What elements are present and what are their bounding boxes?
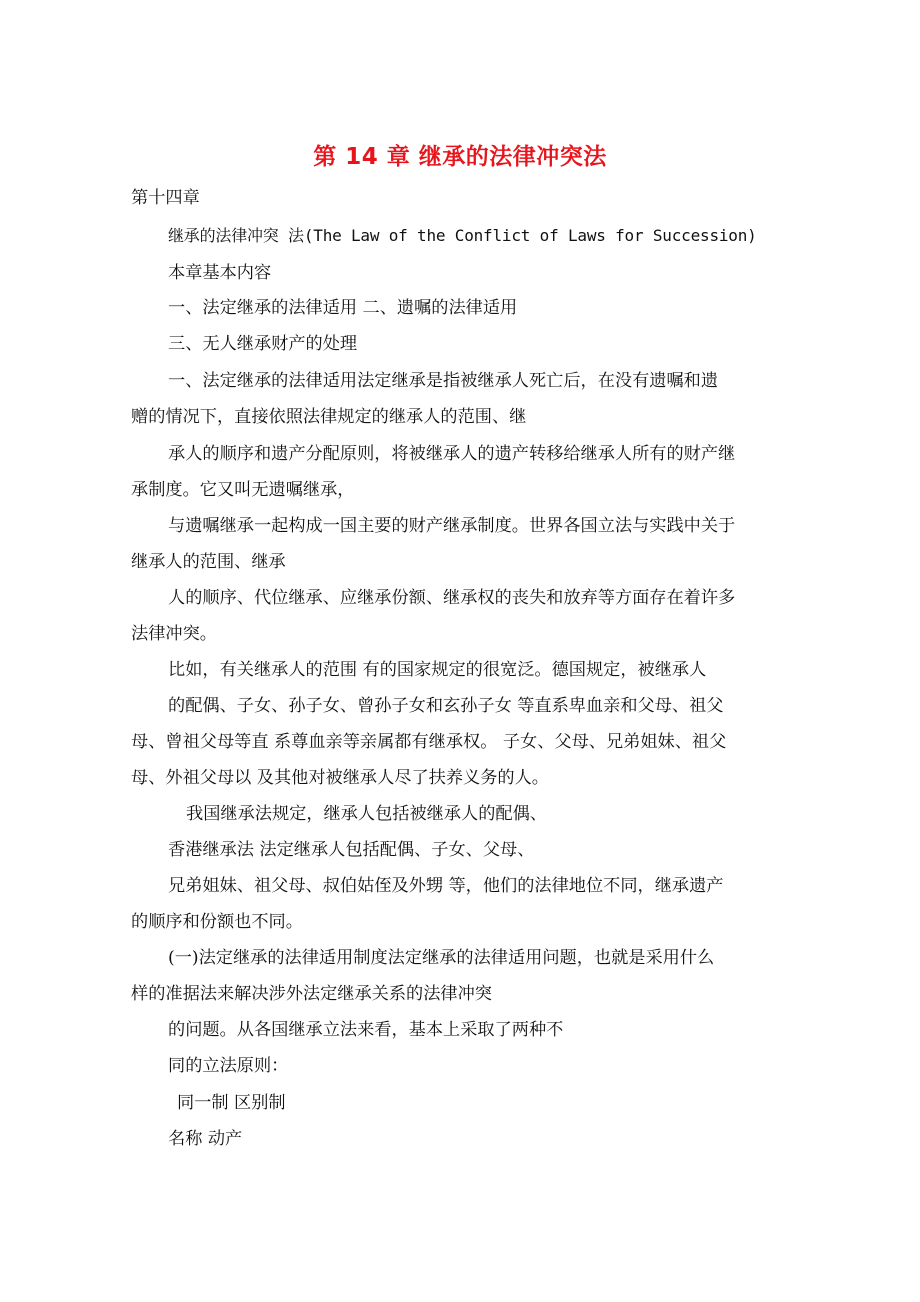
paragraph-line: 母、曾祖父母等直 系尊血亲等亲属都有继承权。 子女、父母、兄弟姐妹、祖父 [131,732,727,752]
paragraph-line: 继承人的范围、继承 [131,552,286,572]
paragraph-line: 母、外祖父母以 及其他对被继承人尽了扶养义务的人。 [131,768,549,788]
paragraph-line: 样的准据法来解决涉外法定继承关系的法律冲突 [131,984,492,1004]
paragraph-line: 承人的顺序和遗产分配原则，将被继承人的遗产转移给继承人所有的财产继 [168,444,736,464]
section-label: 本章基本内容 [168,263,272,283]
chapter-subtitle: 继承的法律冲突 法(The Law of the Conflict of Laws for Succession) [168,226,757,245]
paragraph-line: 的问题。从各国继承立法来看，基本上采取了两种不 [168,1020,564,1040]
paragraph-line: 同的立法原则： [168,1056,289,1076]
paragraph-line: 与遗嘱继承一起构成一国主要的财产继承制度。世界各国立法与实践中关于 [168,516,736,536]
paragraph-line: 的配偶、子女、孙子女、曾孙子女和玄孙子女 等直系卑血亲和父母、祖父 [168,696,724,716]
paragraph-line: 我国继承法规定，继承人包括被继承人的配偶、 [186,804,547,824]
paragraph-line: 赠的情况下，直接依照法律规定的继承人的范围、继 [131,407,527,427]
paragraph-line: 法律冲突。 [131,624,217,644]
outline-line-2: 三、无人继承财产的处理 [168,334,358,354]
paragraph-line: 比如，有关继承人的范围 有的国家规定的很宽泛。德国规定，被继承人 [168,660,707,680]
table-row-line: 名称 动产 [168,1129,243,1149]
paragraph-line: 兄弟姐妹、祖父母、叔伯姑侄及外甥 等，他们的法律地位不同，继承遗产 [168,876,724,896]
paragraph-line: 承制度。它又叫无遗嘱继承， [131,480,355,500]
chapter-heading: 第十四章 [131,188,200,208]
table-header-line: 同一制 区别制 [177,1093,286,1113]
paragraph-line: 一、法定继承的法律适用法定继承是指被继承人死亡后，在没有遗嘱和遗 [168,371,719,391]
page-title: 第 14 章 继承的法律冲突法 [313,144,607,170]
paragraph-line: (一)法定继承的法律适用制度法定继承的法律适用问题，也就是采用什么 [168,948,715,968]
paragraph-line: 的顺序和份额也不同。 [131,912,303,932]
outline-line-1: 一、法定继承的法律适用 二、遗嘱的法律适用 [168,298,518,318]
paragraph-line: 香港继承法 法定继承人包括配偶、子女、父母、 [168,840,535,860]
paragraph-line: 人的顺序、代位继承、应继承份额、继承权的丧失和放弃等方面存在着许多 [168,588,736,608]
